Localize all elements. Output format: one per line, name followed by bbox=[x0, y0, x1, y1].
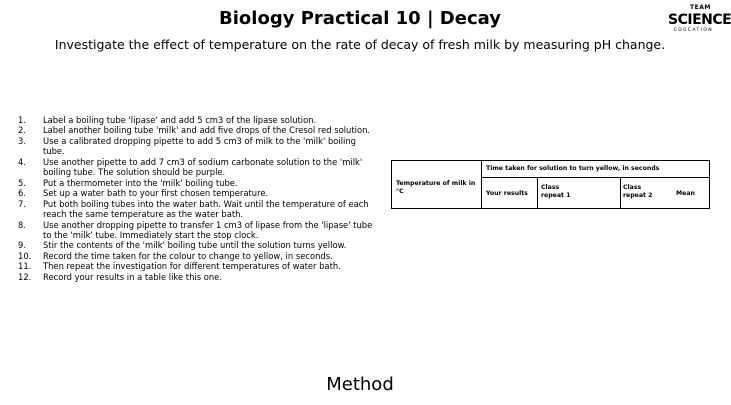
list-item bbox=[18, 157, 380, 178]
list-item bbox=[18, 178, 380, 188]
step-text: Set up a water bath to your first chosen temperature. bbox=[43, 188, 269, 199]
list-item bbox=[18, 199, 380, 220]
step-text: Record your results in a table like this one. bbox=[43, 271, 222, 282]
step-number: 8. bbox=[18, 219, 26, 230]
list-item bbox=[18, 220, 380, 241]
step-number: 6. bbox=[18, 188, 26, 199]
step-text: Label a boiling tube 'lipase' and add 5 cm3 of the lipase solution. bbox=[43, 115, 317, 125]
list-item bbox=[18, 115, 380, 125]
step-number: 7. bbox=[18, 198, 26, 209]
step-text: Then repeat the investigation for different temperatures of water bath. bbox=[43, 261, 341, 272]
group-header-time: Time taken for solution to turn yellow, in seconds bbox=[486, 165, 660, 172]
results-table bbox=[391, 160, 710, 209]
column-header-your-results: Your results bbox=[486, 190, 528, 197]
step-number: 1. bbox=[18, 115, 26, 125]
column-header-class-repeat-2: Class repeat 2 bbox=[623, 184, 653, 199]
list-item bbox=[18, 188, 380, 198]
logo-bottom-text: EDUCATION bbox=[674, 28, 714, 33]
step-text: Put both boiling tubes into the water bath. Wait until the temperature of each reach the same temperature as the water bath. bbox=[43, 198, 369, 220]
column-header-class-repeat-1: Class repeat 1 bbox=[541, 184, 571, 199]
step-text: Label another boiling tube 'milk' and add five drops of the Cresol red solution. bbox=[43, 125, 371, 136]
page-title: Biology Practical 10 | Decay bbox=[219, 8, 501, 29]
step-text: Use another dropping pipette to transfer 1 cm3 of lipase from the 'lipase' tube to the 'milk' tube. Immediately start the stop clock. bbox=[43, 219, 373, 240]
step-number: 9. bbox=[18, 240, 26, 251]
table-divider bbox=[537, 178, 538, 208]
page-subtitle: Investigate the effect of temperature on the rate of decay of fresh milk by measuring pH change. bbox=[54, 37, 666, 52]
list-item bbox=[18, 261, 380, 271]
list-item bbox=[18, 240, 380, 250]
logo-top-text: TEAM bbox=[690, 4, 711, 11]
step-number: 11. bbox=[18, 261, 32, 272]
column-header-mean: Mean bbox=[676, 190, 695, 197]
method-steps-list bbox=[18, 115, 380, 282]
list-item bbox=[18, 136, 380, 157]
row-header-temperature: Temperature of milk in °C bbox=[396, 180, 476, 195]
list-item bbox=[18, 272, 380, 282]
step-number: 4. bbox=[18, 156, 26, 167]
table-divider bbox=[482, 177, 709, 178]
table-divider bbox=[481, 161, 482, 208]
step-text: Use a calibrated dropping pipette to add 5 cm3 of milk to the 'milk' boiling tube. bbox=[43, 135, 356, 157]
step-number: 10. bbox=[18, 250, 32, 261]
step-number: 3. bbox=[18, 135, 26, 146]
logo-main-text: SCIENCE bbox=[668, 12, 731, 28]
step-text: Stir the contents of the 'milk' boiling tube until the solution turns yellow. bbox=[43, 240, 347, 251]
step-number: 12. bbox=[18, 271, 32, 282]
step-text: Use another pipette to add 7 cm3 of sodium carbonate solution to the 'milk' boiling tube. The solution should be purple. bbox=[43, 156, 363, 178]
step-text: Put a thermometer into the 'milk' boiling tube. bbox=[43, 177, 238, 188]
team-science-logo bbox=[668, 4, 731, 34]
section-label-method: Method bbox=[326, 374, 394, 395]
list-item bbox=[18, 125, 380, 135]
step-number: 2. bbox=[18, 125, 26, 136]
step-number: 5. bbox=[18, 177, 26, 188]
step-text: Record the time taken for the colour to change to yellow, in seconds. bbox=[43, 250, 333, 261]
table-divider bbox=[620, 178, 621, 208]
list-item bbox=[18, 251, 380, 261]
